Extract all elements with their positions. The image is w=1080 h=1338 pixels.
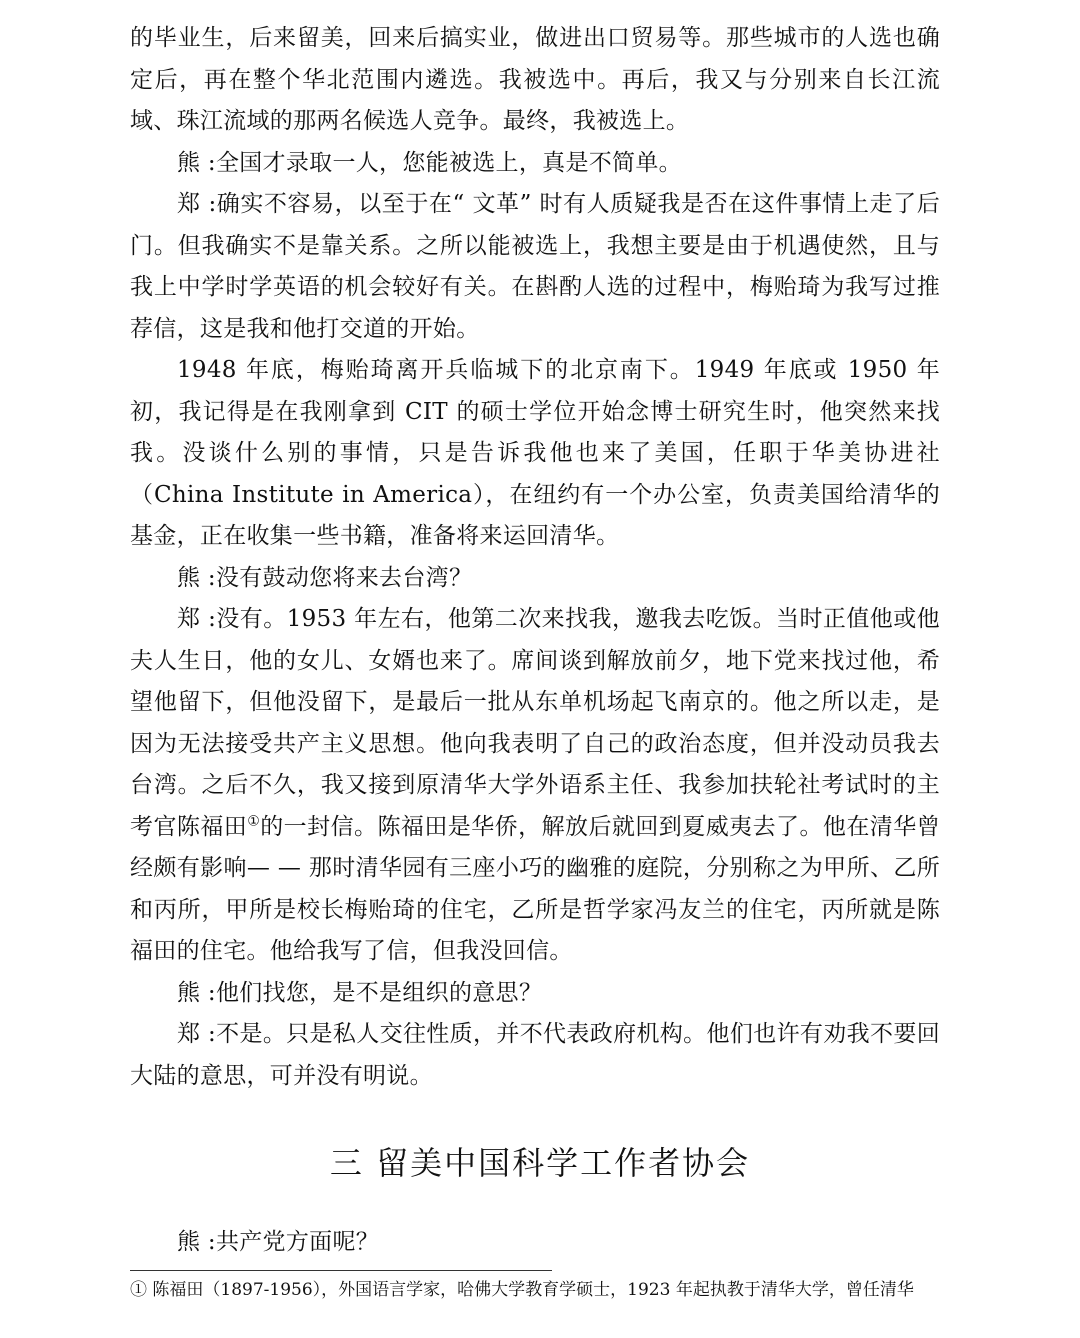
- footnote-divider: [130, 1270, 552, 1271]
- footnote-marker: ①: [247, 812, 261, 829]
- paragraph-9: 熊 :共产党方面呢？: [177, 1229, 380, 1255]
- paragraph-3: 郑 :确实不容易，以至于在“ 文革” 时有人质疑我是否在这件事情上走了后门。但我确实不是靠关系。之所以能被选上，我想主要是由于机遇使然，且与我上中学时学英语的机会较好有关。在斟酌人选的过程中，梅贻琦为我写过推荐信，这是我和他打交道的开始。: [130, 191, 940, 342]
- footnote-text: ① 陈福田（1897-1956），外国语言学家，哈佛大学教育学硕士，1923 年起执教于清华大学，曾任清华: [130, 1280, 914, 1300]
- paragraph-8: 郑 :不是。只是私人交往性质，并不代表政府机构。他们也许有劝我不要回大陆的意思，可并没有明说。: [130, 1021, 940, 1089]
- interview-body-text: [130, 18, 940, 1097]
- paragraph-5: 熊 :没有鼓动您将来去台湾？: [177, 564, 473, 591]
- paragraph-6: [130, 599, 940, 973]
- paragraph-7: 熊 :他们找您，是不是组织的意思？: [177, 979, 543, 1006]
- paragraph-1: 的毕业生，后来留美，回来后搞实业，做进出口贸易等。那些城市的人选也确定后，再在整个华北范围内遴选。我被选中。再后，我又与分别来自长江流域、珠江流域的那两名候选人竞争。最终，我被选上。: [130, 25, 940, 134]
- section-heading: 三 留美中国科学工作者协会: [329, 1144, 751, 1182]
- paragraph-6-tail: 的一封信。陈福田是华侨，解放后就回到夏威夷去了。他在清华曾经颇有影响— — 那时清华园有三座小巧的幽雅的庭院，分别称之为甲所、乙所和丙所，甲所是校长梅贻琦的住宅，乙所是哲学家冯友兰的住宅，丙所就是陈福田的住宅。他给我写了信，但我没回信。: [130, 813, 941, 964]
- paragraph-2: 熊 :全国才录取一人，您能被选上，真是不简单。: [177, 149, 682, 176]
- paragraph-6-head: 郑 :没有。1953 年左右，他第二次来找我，邀我去吃饭。当时正值他或他夫人生日，他的女儿、女婿也来了。席间谈到解放前夕，地下党来找过他，希望他留下，但他没留下，是最后一批从东单机场起飞南京的。他之所以走，是因为无法接受共产主义思想。他向我表明了自己的政治态度，但并没动员我去台湾。之后不久，我又接到原清华大学外语系主任、我参加扶轮社考试时的主考官陈福田: [130, 606, 940, 840]
- paragraph-4: 1948 年底，梅贻琦离开兵临城下的北京南下。1949 年底或 1950 年初，我记得是在我刚拿到 CIT 的硕士学位开始念博士研究生时，他突然来找我。没谈什么别的事情，只是告诉我他也来了美国，任职于华美协进社（China Institute in America），在纽约有一个办公室，负责美国给清华的基金，正在收集一些书籍，准备将来运回清华。: [130, 357, 940, 549]
